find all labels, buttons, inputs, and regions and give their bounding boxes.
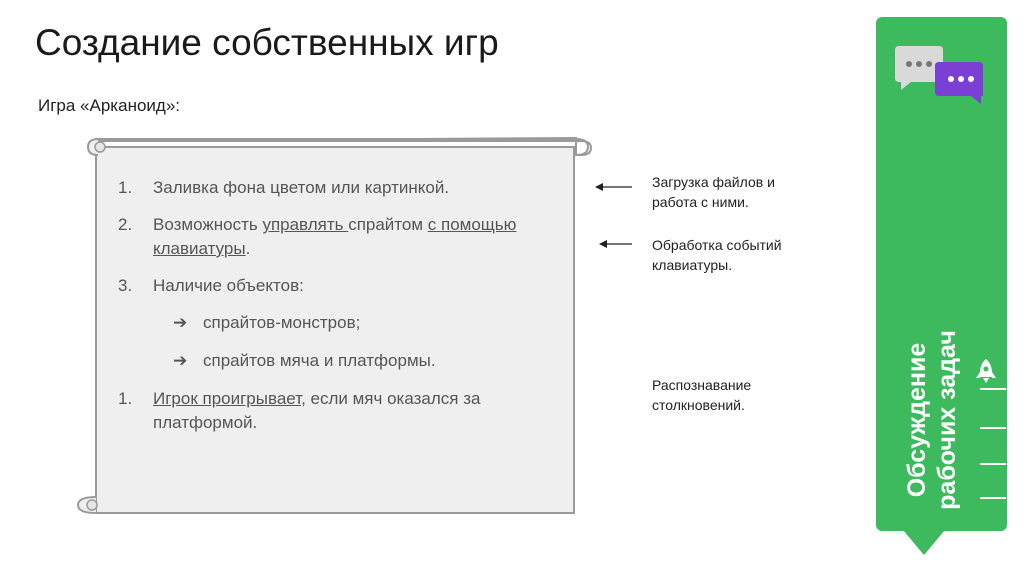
note-files: Загрузка файлов и работа с ними. — [652, 174, 775, 210]
tick-line — [980, 388, 1006, 390]
arrow-left-icon — [594, 180, 634, 194]
chat-bubbles-icon — [895, 44, 987, 106]
tick-line — [980, 427, 1006, 429]
tick-line — [980, 497, 1006, 499]
list-item — [118, 176, 558, 200]
sub-item-text: спрайтов-монстров; — [203, 313, 361, 332]
task-list — [118, 176, 558, 448]
arrow-left-icon — [598, 237, 634, 251]
arrow-right-icon: ➔ — [173, 351, 188, 370]
list-item-text: , если мяч оказался за платформой. — [153, 389, 481, 432]
list-item — [118, 274, 558, 298]
underlined-text: с помощью клавиатуры — [153, 215, 517, 258]
list-number: 2. — [118, 215, 133, 234]
list-item-text: спрайтом — [348, 215, 428, 234]
underlined-text: управлять — [262, 215, 349, 234]
panel-label — [902, 330, 962, 510]
list-item — [118, 213, 558, 261]
arrow-right-icon: ➔ — [173, 313, 188, 332]
list-item-text: Наличие объектов: — [153, 276, 304, 295]
sub-list-item — [118, 311, 558, 335]
note-collisions: Распознавание столкновений. — [652, 377, 752, 413]
sub-item-text: спрайтов мяча и платформы. — [203, 351, 436, 370]
slide-title: Создание собственных игр — [35, 22, 499, 63]
list-number: 1. — [118, 389, 133, 408]
list-item — [118, 387, 558, 435]
panel-label-line2: рабочих задач — [933, 330, 961, 510]
sub-list-item — [118, 349, 558, 373]
list-number: 3. — [118, 276, 133, 295]
list-item-text: Заливка фона цветом или картинкой. — [153, 178, 450, 197]
panel-pointer — [903, 530, 945, 555]
list-item-text: . — [245, 239, 251, 258]
note-keyboard: Обработка событий клавиатуры. — [652, 237, 782, 273]
list-number: 1. — [118, 178, 133, 197]
tick-line — [980, 463, 1006, 465]
slide-subtitle: Игра «Арканоид»: — [38, 96, 181, 115]
panel-label-line1: Обсуждение — [903, 342, 931, 498]
rocket-icon — [976, 358, 996, 384]
underlined-text: Игрок проигрывает — [153, 389, 302, 408]
list-item-text: Возможность — [153, 215, 263, 234]
